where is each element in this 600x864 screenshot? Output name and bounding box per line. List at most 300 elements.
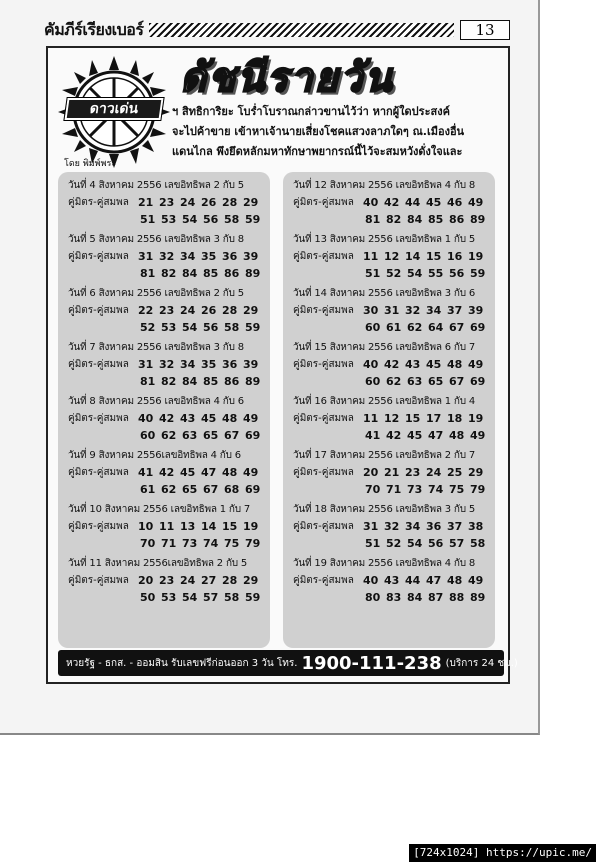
lucky-number: 45	[180, 466, 196, 479]
day-entry-heading: วันที่ 18 สิงหาคม 2556 เลขอิทธิพล 3 กับ 5	[293, 504, 476, 515]
lucky-number: 32	[159, 250, 175, 263]
pair-label: คู่มิตร-คู่สมพล	[68, 359, 129, 370]
lucky-number: 62	[161, 483, 177, 496]
lucky-number: 22	[138, 304, 154, 317]
day-entry	[68, 340, 264, 390]
lucky-number: 56	[203, 321, 219, 334]
number-row	[293, 194, 489, 211]
lucky-number: 52	[386, 537, 402, 550]
lucky-number: 62	[386, 375, 402, 388]
day-entry-heading: วันที่ 13 สิงหาคม 2556 เลขอิทธิพล 1 กับ 5	[293, 234, 476, 245]
lucky-number: 42	[386, 429, 402, 442]
number-row	[293, 572, 489, 589]
lucky-number: 38	[468, 520, 484, 533]
number-row	[293, 248, 489, 265]
number-row	[68, 211, 264, 228]
day-entry-heading: วันที่ 16 สิงหาคม 2556 เลขอิทธิพล 1 กับ 4	[293, 396, 476, 407]
day-entry	[293, 556, 489, 606]
lucky-number: 19	[468, 412, 484, 425]
lucky-number: 49	[470, 429, 486, 442]
lucky-number: 47	[201, 466, 217, 479]
number-row	[293, 302, 489, 319]
number-list	[363, 464, 489, 481]
lucky-number: 56	[203, 213, 219, 226]
lucky-number: 51	[140, 213, 156, 226]
lucky-number: 15	[426, 250, 442, 263]
number-row	[68, 572, 264, 589]
lucky-number: 48	[222, 466, 238, 479]
lucky-number: 56	[449, 267, 465, 280]
number-row	[68, 248, 264, 265]
lucky-number: 50	[140, 591, 156, 604]
pair-label: คู่มิตร-คู่สมพล	[68, 467, 129, 478]
logo-label: ดาวเด่น	[64, 98, 163, 120]
lucky-number: 15	[405, 412, 421, 425]
day-entry-heading: วันที่ 14 สิงหาคม 2556 เลขอิทธิพล 3 กับ 6	[293, 288, 476, 299]
lucky-number: 13	[180, 520, 196, 533]
lucky-number: 58	[224, 213, 240, 226]
day-entry-heading: วันที่ 12 สิงหาคม 2556 เลขอิทธิพล 4 กับ 8	[293, 180, 476, 191]
lucky-number: 69	[245, 429, 261, 442]
lucky-number: 69	[245, 483, 261, 496]
lucky-number: 19	[243, 520, 259, 533]
lucky-number: 58	[224, 591, 240, 604]
lucky-number: 69	[470, 321, 486, 334]
footer-banner	[58, 650, 518, 676]
number-list	[140, 319, 266, 336]
number-row	[293, 535, 489, 552]
pair-label: คู่มิตร-คู่สมพล	[68, 305, 129, 316]
lucky-number: 26	[201, 196, 217, 209]
footer-text: หวยรัฐ - ธกส. - ออมสิน รับเลขฟรีก่อนออก 3 วัน โทร.	[66, 657, 298, 669]
lucky-number: 60	[365, 375, 381, 388]
lucky-number: 53	[161, 213, 177, 226]
lucky-number: 81	[140, 267, 156, 280]
lucky-number: 48	[222, 412, 238, 425]
lucky-number: 65	[203, 429, 219, 442]
lucky-number: 61	[140, 483, 156, 496]
magazine-title: คัมภีร์เรียงเบอร์	[44, 19, 144, 39]
lucky-number: 63	[407, 375, 423, 388]
lucky-number: 34	[426, 304, 442, 317]
lucky-number: 48	[447, 574, 463, 587]
lucky-number: 31	[138, 250, 154, 263]
day-entry-heading: วันที่ 8 สิงหาคม 2556 เลขอิทธิพล 4 กับ 6	[68, 396, 244, 407]
number-list	[363, 572, 489, 589]
lucky-number: 53	[161, 591, 177, 604]
number-list	[138, 518, 264, 535]
pair-label: คู่มิตร-คู่สมพล	[68, 521, 129, 532]
lucky-number: 42	[159, 466, 175, 479]
lucky-number: 89	[245, 375, 261, 388]
lucky-number: 74	[203, 537, 219, 550]
lucky-number: 35	[201, 358, 217, 371]
pair-label: คู่มิตร-คู่สมพล	[293, 197, 354, 208]
number-row	[68, 265, 264, 282]
lucky-number: 67	[203, 483, 219, 496]
number-row	[68, 518, 264, 535]
lucky-number: 42	[384, 358, 400, 371]
lucky-number: 48	[447, 358, 463, 371]
day-entry	[293, 502, 489, 552]
day-entry-heading: วันที่ 9 สิงหาคม 2556เลขอิทธิพล 4 กับ 6	[68, 450, 241, 461]
number-row	[293, 518, 489, 535]
lucky-number: 36	[222, 250, 238, 263]
pair-label: คู่มิตร-คู่สมพล	[293, 359, 354, 370]
day-entry	[293, 394, 489, 444]
lucky-number: 35	[201, 250, 217, 263]
page-header	[44, 18, 510, 42]
number-list	[138, 248, 264, 265]
lucky-number: 59	[245, 213, 261, 226]
pair-label: คู่มิตร-คู่สมพล	[293, 305, 354, 316]
lucky-number: 34	[180, 358, 196, 371]
watermark: [724x1024] https://upic.me/	[409, 844, 596, 862]
lucky-number: 19	[468, 250, 484, 263]
number-list	[365, 265, 491, 282]
lucky-number: 34	[405, 520, 421, 533]
number-list	[140, 589, 266, 606]
lucky-number: 54	[182, 321, 198, 334]
lucky-number: 84	[407, 213, 423, 226]
lucky-number: 11	[159, 520, 175, 533]
lucky-number: 10	[138, 520, 154, 533]
number-list	[138, 356, 264, 373]
lucky-number: 84	[182, 375, 198, 388]
pair-label: คู่มิตร-คู่สมพล	[68, 413, 129, 424]
pair-label: คู่มิตร-คู่สมพล	[68, 575, 129, 586]
number-list	[363, 518, 489, 535]
day-entry	[68, 394, 264, 444]
right-column	[283, 172, 495, 648]
lucky-number: 82	[161, 375, 177, 388]
lucky-number: 55	[428, 267, 444, 280]
day-entry-heading: วันที่ 17 สิงหาคม 2556 เลขอิทธิพล 2 กับ 7	[293, 450, 476, 461]
lucky-number: 39	[243, 250, 259, 263]
lucky-number: 84	[182, 267, 198, 280]
lucky-number: 44	[405, 196, 421, 209]
lucky-number: 31	[363, 520, 379, 533]
lucky-number: 37	[447, 304, 463, 317]
lucky-number: 49	[468, 196, 484, 209]
number-row	[293, 464, 489, 481]
lucky-number: 45	[407, 429, 423, 442]
lucky-number: 29	[243, 574, 259, 587]
lucky-number: 86	[449, 213, 465, 226]
lucky-number: 40	[363, 196, 379, 209]
lucky-number: 32	[159, 358, 175, 371]
lucky-number: 54	[182, 591, 198, 604]
lucky-number: 40	[363, 574, 379, 587]
lucky-number: 59	[470, 267, 486, 280]
lucky-number: 67	[224, 429, 240, 442]
number-row	[68, 194, 264, 211]
number-list	[140, 481, 266, 498]
lucky-number: 80	[365, 591, 381, 604]
lucky-number: 62	[161, 429, 177, 442]
lucky-number: 11	[363, 412, 379, 425]
day-entry-heading: วันที่ 6 สิงหาคม 2556 เลขอิทธิพล 2 กับ 5	[68, 288, 244, 299]
day-entry	[68, 556, 264, 606]
lucky-number: 75	[449, 483, 465, 496]
lucky-number: 28	[222, 196, 238, 209]
lucky-number: 31	[384, 304, 400, 317]
number-row	[68, 427, 264, 444]
number-list	[365, 481, 491, 498]
number-row	[293, 265, 489, 282]
lucky-number: 87	[428, 591, 444, 604]
number-list	[138, 302, 264, 319]
lucky-number: 27	[201, 574, 217, 587]
lucky-number: 23	[405, 466, 421, 479]
number-list	[138, 410, 264, 427]
lucky-number: 23	[159, 304, 175, 317]
lucky-number: 75	[224, 537, 240, 550]
lucky-number: 29	[243, 304, 259, 317]
lucky-number: 57	[203, 591, 219, 604]
lucky-number: 20	[138, 574, 154, 587]
lucky-number: 34	[180, 250, 196, 263]
number-list	[138, 572, 264, 589]
lucky-number: 53	[161, 321, 177, 334]
number-row	[68, 535, 264, 552]
number-list	[140, 373, 266, 390]
number-list	[363, 356, 489, 373]
number-list	[140, 427, 266, 444]
lucky-number: 26	[201, 304, 217, 317]
day-entry	[68, 448, 264, 498]
lucky-number: 49	[468, 574, 484, 587]
lucky-number: 12	[384, 250, 400, 263]
number-row	[68, 302, 264, 319]
lucky-number: 24	[180, 304, 196, 317]
page-number: 13	[460, 20, 510, 40]
lucky-number: 40	[138, 412, 154, 425]
lucky-number: 81	[365, 213, 381, 226]
lucky-number: 16	[447, 250, 463, 263]
lucky-number: 21	[384, 466, 400, 479]
day-entry	[293, 178, 489, 228]
lucky-number: 24	[180, 574, 196, 587]
number-row	[293, 373, 489, 390]
lucky-number: 12	[384, 412, 400, 425]
number-row	[293, 211, 489, 228]
lucky-number: 70	[365, 483, 381, 496]
lucky-number: 69	[470, 375, 486, 388]
number-list	[365, 211, 491, 228]
lucky-number: 67	[449, 321, 465, 334]
day-entry-heading: วันที่ 7 สิงหาคม 2556 เลขอิทธิพล 3 กับ 8	[68, 342, 244, 353]
pair-label: คู่มิตร-คู่สมพล	[293, 521, 354, 532]
lucky-number: 48	[449, 429, 465, 442]
number-row	[68, 464, 264, 481]
lucky-number: 39	[243, 358, 259, 371]
lucky-number: 23	[159, 196, 175, 209]
day-entry-heading: วันที่ 5 สิงหาคม 2556 เลขอิทธิพล 3 กับ 8	[68, 234, 244, 245]
lucky-number: 52	[386, 267, 402, 280]
lucky-number: 39	[468, 304, 484, 317]
lucky-number: 58	[224, 321, 240, 334]
lucky-number: 25	[447, 466, 463, 479]
lucky-number: 36	[426, 520, 442, 533]
day-entry	[293, 232, 489, 282]
day-entry	[68, 286, 264, 336]
lucky-number: 59	[245, 591, 261, 604]
number-list	[365, 373, 491, 390]
lucky-number: 32	[384, 520, 400, 533]
phone-number: 1900-111-238	[301, 652, 442, 674]
number-list	[363, 410, 489, 427]
lucky-number: 63	[182, 429, 198, 442]
number-row	[68, 373, 264, 390]
lucky-number: 59	[245, 321, 261, 334]
lucky-number: 82	[386, 213, 402, 226]
number-row	[68, 589, 264, 606]
lucky-number: 85	[203, 267, 219, 280]
number-list	[138, 194, 264, 211]
lucky-number: 41	[138, 466, 154, 479]
pair-label: คู่มิตร-คู่สมพล	[293, 251, 354, 262]
number-list	[363, 248, 489, 265]
lucky-number: 79	[470, 483, 486, 496]
lucky-number: 67	[449, 375, 465, 388]
lucky-number: 46	[447, 196, 463, 209]
lucky-number: 45	[426, 196, 442, 209]
lucky-number: 86	[224, 267, 240, 280]
lucky-number: 60	[365, 321, 381, 334]
lucky-number: 51	[365, 267, 381, 280]
lucky-number: 89	[470, 213, 486, 226]
lucky-number: 65	[428, 375, 444, 388]
lucky-number: 49	[243, 412, 259, 425]
lucky-number: 41	[365, 429, 381, 442]
number-row	[293, 427, 489, 444]
lucky-number: 79	[245, 537, 261, 550]
lucky-number: 31	[138, 358, 154, 371]
lucky-number: 82	[161, 267, 177, 280]
lucky-number: 45	[426, 358, 442, 371]
intro-line: แดนไกล พึงยึดหลักมหาทักษาพยากรณ์นี้ไว้จะสมหวังดั่งใจและ	[172, 145, 463, 158]
footer-service-hours: (บริการ 24 ชม.)	[445, 657, 518, 669]
lucky-number: 47	[426, 574, 442, 587]
lucky-number: 23	[159, 574, 175, 587]
lucky-number: 89	[245, 267, 261, 280]
lucky-number: 30	[363, 304, 379, 317]
lucky-number: 15	[222, 520, 238, 533]
lucky-number: 36	[222, 358, 238, 371]
lucky-number: 40	[363, 358, 379, 371]
lucky-number: 81	[140, 375, 156, 388]
lucky-number: 54	[407, 537, 423, 550]
lucky-number: 21	[138, 196, 154, 209]
header-hatch-divider	[149, 23, 454, 37]
lucky-number: 64	[428, 321, 444, 334]
lucky-number: 73	[407, 483, 423, 496]
lucky-number: 37	[447, 520, 463, 533]
lucky-number: 49	[468, 358, 484, 371]
day-entry-heading: วันที่ 15 สิงหาคม 2556 เลขอิทธิพล 6 กับ 7	[293, 342, 476, 353]
number-list	[365, 535, 491, 552]
day-entry-heading: วันที่ 11 สิงหาคม 2556เลขอิทธิพล 2 กับ 5	[68, 558, 248, 569]
lucky-number: 54	[407, 267, 423, 280]
page-title: ดัชนีรายวัน	[180, 55, 394, 101]
lucky-number: 56	[428, 537, 444, 550]
lucky-number: 42	[384, 196, 400, 209]
lucky-number: 29	[468, 466, 484, 479]
day-entry	[68, 502, 264, 552]
lucky-number: 24	[426, 466, 442, 479]
number-list	[363, 302, 489, 319]
lucky-number: 60	[140, 429, 156, 442]
lucky-number: 62	[407, 321, 423, 334]
number-row	[68, 410, 264, 427]
intro-paragraph	[172, 102, 502, 162]
lucky-number: 44	[405, 574, 421, 587]
intro-line: ฯ สิทธิการิยะ โบร่ำโบราณกล่าวขานไว้ว่า หากผู้ใดประสงค์	[172, 105, 450, 118]
lucky-number: 49	[243, 466, 259, 479]
lucky-number: 14	[201, 520, 217, 533]
pair-label: คู่มิตร-คู่สมพล	[68, 251, 129, 262]
lucky-number: 28	[222, 304, 238, 317]
lucky-number: 43	[384, 574, 400, 587]
number-list	[365, 589, 491, 606]
lucky-number: 83	[386, 591, 402, 604]
lucky-number: 47	[428, 429, 444, 442]
lucky-number: 20	[363, 466, 379, 479]
lucky-number: 88	[449, 591, 465, 604]
number-row	[68, 319, 264, 336]
day-entry	[293, 448, 489, 498]
number-row	[293, 319, 489, 336]
lucky-number: 85	[203, 375, 219, 388]
pair-label: คู่มิตร-คู่สมพล	[293, 413, 354, 424]
lucky-number: 89	[470, 591, 486, 604]
lucky-number: 11	[363, 250, 379, 263]
lucky-number: 18	[447, 412, 463, 425]
day-entry-heading: วันที่ 10 สิงหาคม 2556 เลขอิทธิพล 1 กับ 7	[68, 504, 251, 515]
day-entry-heading: วันที่ 19 สิงหาคม 2556 เลขอิทธิพล 4 กับ 8	[293, 558, 476, 569]
lucky-number: 70	[140, 537, 156, 550]
left-column	[58, 172, 270, 648]
lucky-number: 29	[243, 196, 259, 209]
pair-label: คู่มิตร-คู่สมพล	[293, 575, 354, 586]
lucky-number: 24	[180, 196, 196, 209]
lucky-number: 86	[224, 375, 240, 388]
lucky-number: 54	[182, 213, 198, 226]
day-entry-heading: วันที่ 4 สิงหาคม 2556 เลขอิทธิพล 2 กับ 5	[68, 180, 244, 191]
number-row	[68, 356, 264, 373]
lucky-number: 43	[180, 412, 196, 425]
lucky-number: 74	[428, 483, 444, 496]
lucky-number: 32	[405, 304, 421, 317]
lucky-number: 17	[426, 412, 442, 425]
lucky-number: 61	[386, 321, 402, 334]
number-row	[68, 481, 264, 498]
lucky-number: 65	[182, 483, 198, 496]
lucky-number: 68	[224, 483, 240, 496]
number-list	[140, 265, 266, 282]
pair-label: คู่มิตร-คู่สมพล	[293, 467, 354, 478]
lucky-number: 57	[449, 537, 465, 550]
lucky-number: 58	[470, 537, 486, 550]
lucky-number: 71	[386, 483, 402, 496]
number-row	[293, 481, 489, 498]
number-row	[293, 356, 489, 373]
lucky-number: 85	[428, 213, 444, 226]
lucky-number: 28	[222, 574, 238, 587]
number-list	[140, 211, 266, 228]
lucky-number: 84	[407, 591, 423, 604]
